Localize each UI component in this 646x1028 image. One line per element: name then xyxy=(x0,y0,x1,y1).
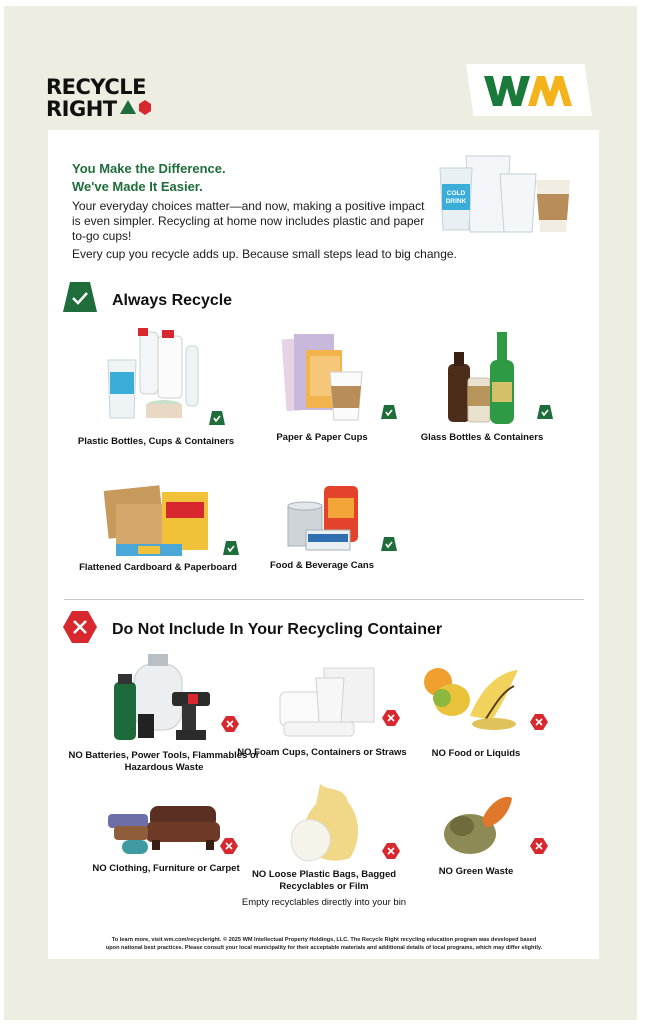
x-badge-icon xyxy=(530,838,548,854)
donot-item-1-label: NO Batteries, Power Tools, Flammables or Hazardous Waste xyxy=(68,750,260,773)
intro-body: Your everyday choices matter—and now, making a positive impact is even simpler. Recycling at home now includes plastic and paper to-go cups! xyxy=(72,199,425,243)
food-image xyxy=(418,662,530,736)
cans-image xyxy=(284,484,368,558)
logo-line2: RIGHT xyxy=(46,97,117,121)
poster xyxy=(4,6,637,1020)
always-item-1-label: Plastic Bottles, Cups & Containers xyxy=(77,436,235,447)
content-card xyxy=(48,130,599,959)
logo-line1: RECYCLE xyxy=(46,75,147,99)
always-recycle-title: Always Recycle xyxy=(112,292,233,309)
donot-item-5-note: Empty recyclables directly into your bin xyxy=(241,897,407,908)
footer-line2: upon national best practices. Please consult your local municipality for their acceptable materials and additional details of local programs, which may differ slightly. xyxy=(105,945,543,951)
recycle-right-logo xyxy=(46,77,157,120)
donot-item-6-label: NO Green Waste xyxy=(438,866,514,877)
check-badge-icon xyxy=(380,404,398,420)
svg-text:COLD: COLD xyxy=(446,190,466,197)
x-badge-icon xyxy=(382,710,400,726)
do-not-include-title: Do Not Include In Your Recycling Container xyxy=(112,621,443,638)
x-badge-icon xyxy=(530,714,548,730)
plastic-bags-image xyxy=(286,780,386,866)
always-item-4-label: Flattened Cardboard & Paperboard xyxy=(79,562,237,573)
hazardous-image xyxy=(110,652,220,744)
furniture-image xyxy=(106,800,222,856)
section-divider xyxy=(64,599,584,600)
footer-disclaimer xyxy=(60,936,588,952)
check-badge-icon xyxy=(380,536,398,552)
foam-image xyxy=(276,662,380,742)
x-badge-icon xyxy=(220,838,238,854)
donot-item-3-label: NO Food or Liquids xyxy=(431,748,521,759)
x-badge-icon xyxy=(382,843,400,859)
recycle-shapes-icon xyxy=(119,98,157,120)
always-item-2-label: Paper & Paper Cups xyxy=(276,432,368,443)
donot-item-5-label: NO Loose Plastic Bags, Bagged Recyclables or Film xyxy=(251,869,397,892)
always-item-3-label: Glass Bottles & Containers xyxy=(420,432,544,443)
intro-heading xyxy=(72,160,226,196)
check-badge-icon xyxy=(536,404,554,420)
glass-bottles-image xyxy=(444,330,524,426)
cardboard-image xyxy=(102,480,214,560)
paper-cups-image xyxy=(280,330,370,426)
intro-heading-line2: We've Made It Easier. xyxy=(72,179,203,194)
cups-image xyxy=(436,152,576,236)
check-badge-icon xyxy=(62,280,98,314)
plastic-bottles-image xyxy=(104,326,214,426)
svg-text:DRINK: DRINK xyxy=(445,198,467,205)
footer-line1: To learn more, visit wm.com/recycleright. © 2025 WM Intellectual Property Holdings, LLC. The Recycle Right recycling education program was developed based xyxy=(111,937,537,943)
intro-heading-line1: You Make the Difference. xyxy=(72,161,226,176)
donot-item-2-label: NO Foam Cups, Containers or Straws xyxy=(237,747,407,758)
check-badge-icon xyxy=(222,540,240,556)
x-badge-icon xyxy=(221,716,239,732)
green-waste-image xyxy=(440,790,516,860)
x-badge-icon xyxy=(62,610,98,644)
donot-item-4-label: NO Clothing, Furniture or Carpet xyxy=(92,863,240,874)
wm-logo-icon xyxy=(484,74,584,108)
intro-body2: Every cup you recycle adds up. Because small steps lead to big change. xyxy=(72,247,457,261)
wm-logo-badge xyxy=(466,64,592,116)
check-badge-icon xyxy=(208,410,226,426)
always-item-5-label: Food & Beverage Cans xyxy=(270,560,374,571)
